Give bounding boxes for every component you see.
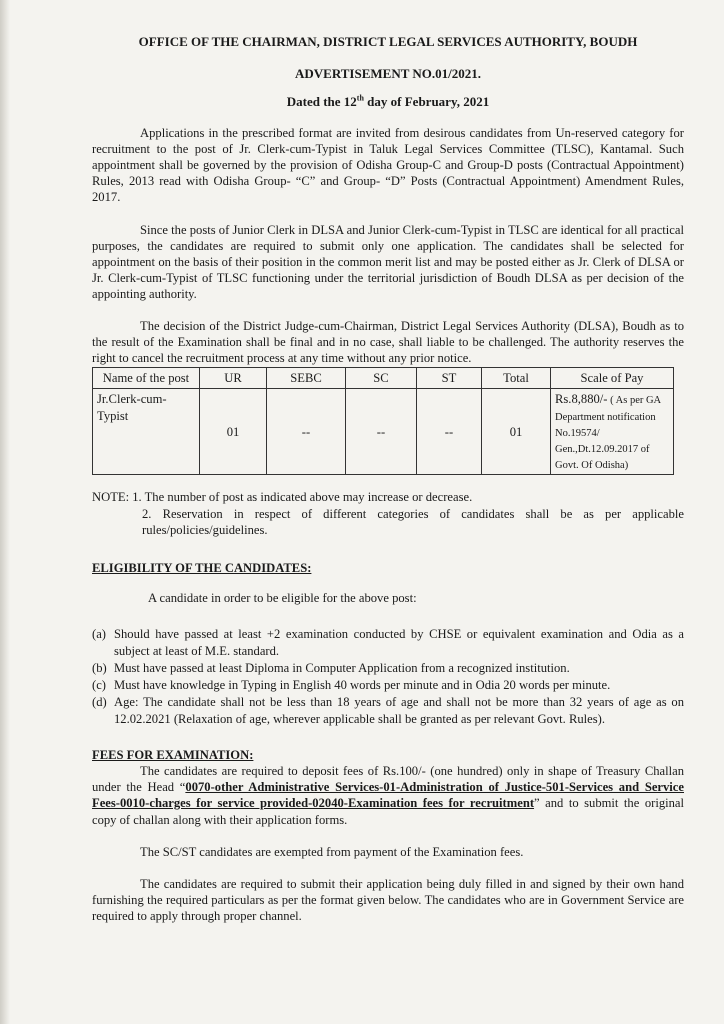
fees-paragraph: The candidates are required to deposit fees of Rs.100/- (one hundred) only in shape of Treasury Challan under the Head “0070-other Administrative Services-01-Administration of Justice-501-Services and Service Fees-0010-charges for service provided-02040-Examination fees for recruitment” and to submit the original copy of challan along with their application forms. [92,763,684,827]
header-total: Total [482,368,551,389]
paragraph-identical-posts: Since the posts of Junior Clerk in DLSA and Junior Clerk-cum-Typist in TLSC are identical for all practical purposes, the candidates are required to submit only one application. The candidates shall be selected for appointment on the basis of their position in the common merit list and may be posted either as Jr. Clerk of DLSA or Jr. Clerk-cum-Typist of TLSC functioning under the territorial jurisdiction of Boudh DLSA as per decision of the appointing authority. [92,222,684,302]
pay-note: ( As per GA Department notification No.19574/ Gen.,Dt.12.09.2017 of Govt. Of Odisha) [555,395,661,472]
cell-sc: -- [346,389,417,475]
header-post: Name of the post [93,368,200,389]
eligibility-list [92,626,684,726]
cell-st: -- [417,389,482,475]
paragraph-applications: Applications in the prescribed format are invited from desirous candidates from Un-reserved category for recruitment to the post of Jr. Clerk-cum-Typist in Taluk Legal Services Committee (TLSC), Kantamal. Such appointment shall be governed by the provision of Odisha Group-C and Group-D posts (Contractual Appointment) Rules, 2013 read with Odisha Group- “C” and Group- “D” Posts (Contractual Appointment) Amendment Rules, 2017. [92,125,684,205]
office-heading: OFFICE OF THE CHAIRMAN, DISTRICT LEGAL SERVICES AUTHORITY, BOUDH [138,34,638,49]
eligibility-intro: A candidate in order to be eligible for the above post: [148,591,417,606]
cell-sebc: -- [267,389,346,475]
list-item: (c) Must have knowledge in Typing in English 40 words per minute and in Odia 20 words per minute. [92,678,611,693]
treasury-head: 0070-other Administrative Services-01-Administration of Justice-501-Services and Service Fees-0010-charges for service provided-02040-Examination fees for recruitment [92,780,684,811]
notes-block [92,489,684,538]
page-edge-shadow [0,0,10,1024]
paragraph-decision: The decision of the District Judge-cum-Chairman, District Legal Services Authority (DLSA), Boudh as to the result of the Examination shall be final and in no case, shall liable to be challenged. The authority reserves the right to cancel the recruitment process at any time without any prior notice. [92,318,684,366]
cell-scale-of-pay [551,389,674,475]
posts-table [92,367,674,475]
header-st: ST [417,368,482,389]
header-ur: UR [200,368,267,389]
note-2: 2. Reservation in respect of different categories of candidates shall be as per applicable rules/policies/guidelines. [142,506,684,537]
list-item: (a) Should have passed at least +2 examination conducted by CHSE or equivalent examination and Odia as a subject at least of M.E. standard. [92,627,684,658]
list-item: (b) Must have passed at least Diploma in Computer Application from a recognized institution. [92,660,570,675]
header-sebc: SEBC [267,368,346,389]
submission-instructions: The candidates are required to submit their application being duly filled in and signed by their own hand furnishing the required particulars as per the format given below. The candidates who are in Government Service are required to apply through proper channel. [92,876,684,924]
pay-amount: Rs.8,880/- [555,392,608,407]
header-scale-of-pay: Scale of Pay [551,368,674,389]
advertisement-number: ADVERTISEMENT NO.01/2021. [294,66,482,82]
note-1: NOTE: 1. The number of post as indicated above may increase or decrease. [92,490,473,505]
fees-title: FEES FOR EXAMINATION: [92,747,254,762]
table-row [93,389,674,475]
cell-ur: 01 [200,389,267,475]
cell-post: Jr.Clerk-cum-Typist [93,389,200,475]
list-item: (d) Age: The candidate shall not be less than 18 years of age and shall not be more than 32 years of age as on 12.02.2021 (Relaxation of age, wherever applicable shall be granted as per relevant Govt. Rules). [92,695,684,726]
table-header-row [93,368,674,389]
header-sc: SC [346,368,417,389]
advertisement-date: Dated the 12th day of February, 2021 [286,94,490,110]
eligibility-title: ELIGIBILITY OF THE CANDIDATES: [92,561,312,576]
fees-exemption: The SC/ST candidates are exempted from payment of the Examination fees. [140,844,524,859]
cell-total: 01 [482,389,551,475]
